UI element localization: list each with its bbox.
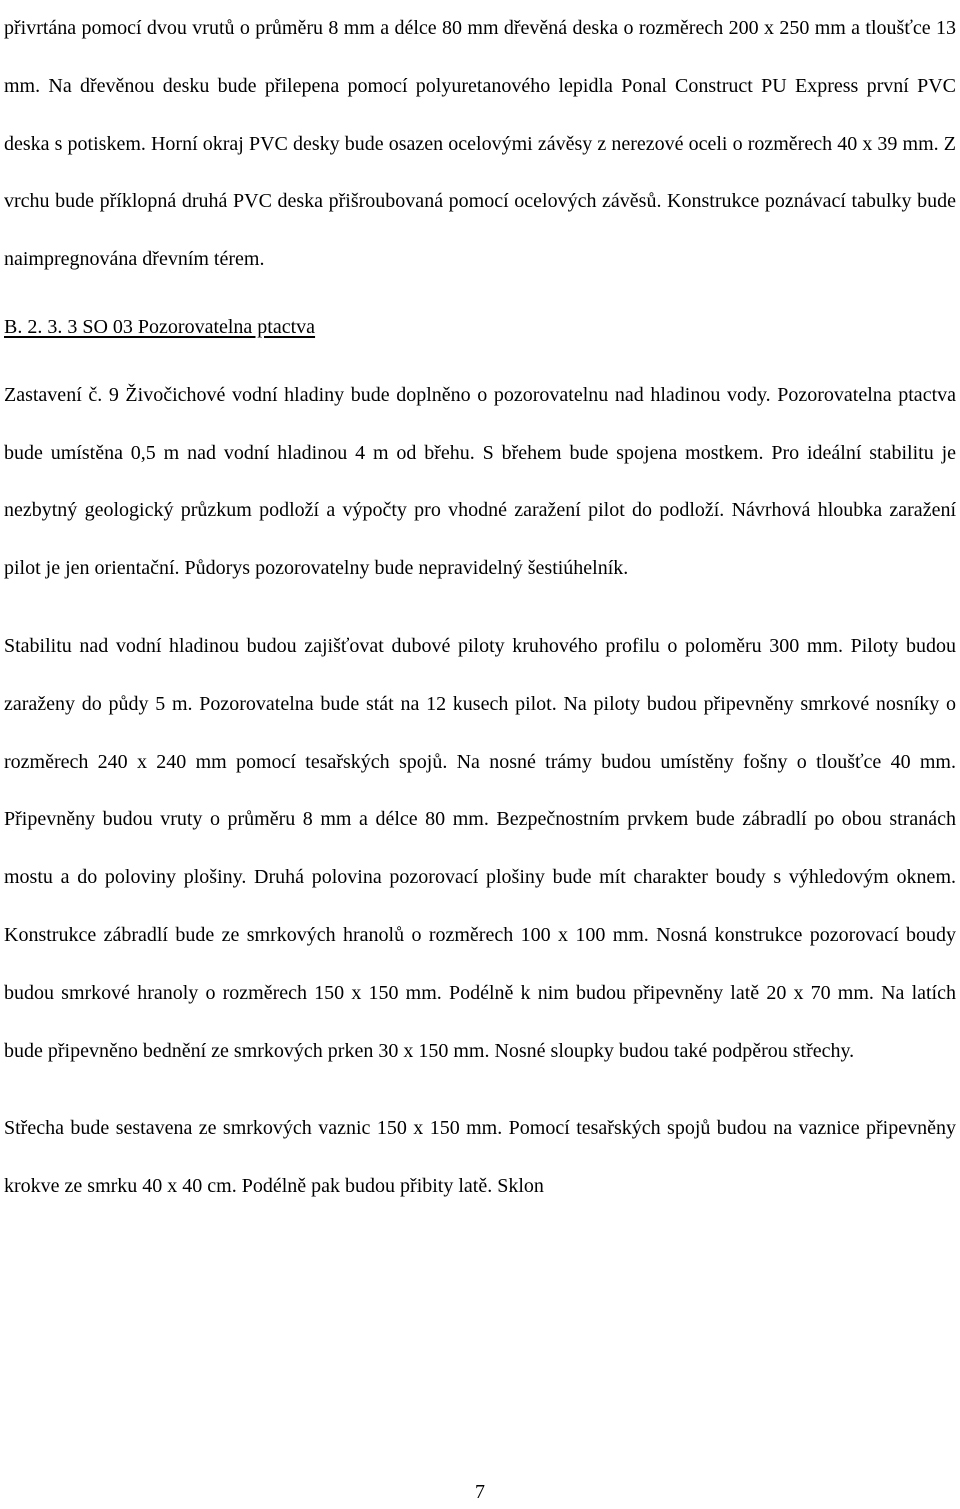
paragraph-pvc-sign: přivrtána pomocí dvou vrutů o průměru 8 mm a délce 80 mm dřevěná deska o rozměrech 200 x 250 mm a tloušťce 13 mm. Na dřevěnou desku bude přilepena pomocí polyuretanového lepidla Ponal Construct PU Express první PVC deska s potiskem. Horní okraj PVC desky bude osazen ocelovými závěsy z nerezové oceli o rozměrech 40 x 39 mm. Z vrchu bude příklopná druhá PVC deska přišroubovaná pomocí ocelových závěsů. Konstrukce poznávací tabulky bude naimpregnována dřevním térem. — [4, 17, 956, 271]
document-page — [4, 0, 956, 1216]
paragraph-roof: Střecha bude sestavena ze smrkových vaznic 150 x 150 mm. Pomocí tesařských spojů budou na vaznice připevněny krokve ze smrku 40 x 40 cm. Podélně pak budou přibity latě. Sklon — [4, 1117, 956, 1198]
section-heading: B. 2. 3. 3 SO 03 Pozorovatelna ptactva — [4, 315, 316, 338]
paragraph-piles-construction: Stabilitu nad vodní hladinou budou zajišťovat dubové piloty kruhového profilu o poloměru 300 mm. Piloty budou zaraženy do půdy 5 m. Pozorovatelna bude stát na 12 kusech pilot. Na piloty budou připevněny smrkové nosníky o rozměrech 240 x 240 mm pomocí tesařských spojů. Na nosné trámy budou umístěny fošny o tloušťce 40 mm. Připevněny budou vruty o průměru 8 mm a délce 80 mm. Bezpečnostním prvkem bude zábradlí po obou stranách mostu a do poloviny plošiny. Druhá polovina pozorovací plošiny bude mít charakter boudy s výhledovým oknem. Konstrukce zábradlí bude ze smrkových hranolů o rozměrech 100 x 100 mm. Nosná konstrukce pozorovací boudy budou smrkové hranoly o rozměrech 150 x 150 mm. Podélně k nim budou připevněny latě 20 x 70 mm. Na latích bude připevněno bednění ze smrkových prken 30 x 150 mm. Nosné sloupky budou také podpěrou střechy. — [4, 634, 956, 1062]
page-number: 7 — [475, 1481, 485, 1503]
paragraph-observatory-intro: Zastavení č. 9 Živočichové vodní hladiny bude doplněno o pozorovatelnu nad hladinou vody. Pozorovatelna ptactva bude umístěna 0,5 m nad vodní hladinou 4 m od břehu. S břehem bude spojena mostkem. Pro ideální stabilitu je nezbytný geologický průzkum podloží a výpočty pro vhodné zaražení pilot do podloží. Návrhová hloubka zaražení pilot je jen orientační. Půdorys pozorovatelny bude nepravidelný šestiúhelník. — [4, 383, 956, 580]
